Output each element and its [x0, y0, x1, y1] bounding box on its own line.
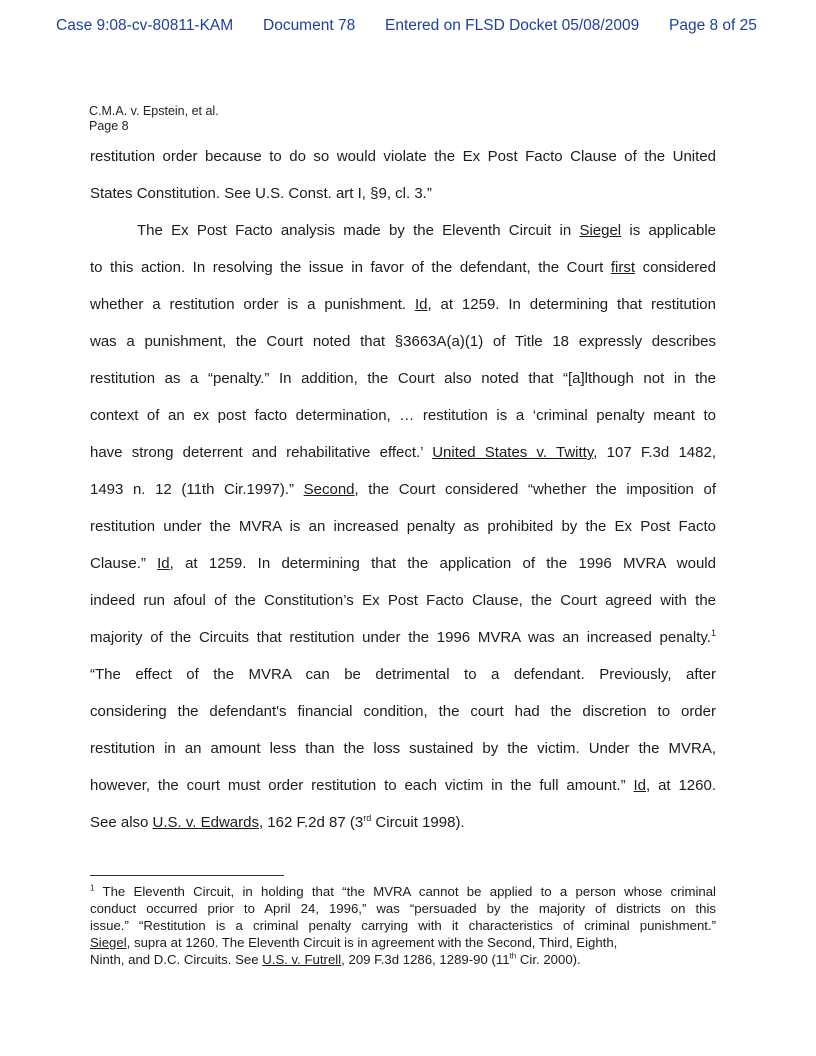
footnote-line: $^1$ The Eleventh Circuit, in holding that “the MVRA cannot be applied to a person whose criminal: [90, 883, 716, 899]
footnote-divider: [90, 875, 284, 876]
body-line: restitution in an amount less than the loss sustained by the victim. Under the MVRA,: [90, 740, 716, 757]
body-line: majority of the Circuits that restitution under the 1996 MVRA was an increased penalty.$^1$: [90, 628, 716, 646]
case-citation: Id: [633, 777, 647, 794]
body-line: 1493 n. 12 (11th Cir.1997).” Second, the Court considered “whether the imposition of: [90, 481, 716, 498]
emphasis: Second: [303, 481, 355, 498]
case-caption: C.M.A. v. Epstein, et al.: [89, 104, 219, 118]
footnote-line: Siegel, supra at 1260. The Eleventh Circuit is in agreement with the Second, Third, Eighth,: [90, 935, 618, 950]
case-citation: Id: [157, 555, 170, 572]
body-line: whether a restitution order is a punishment. Id, at 1259. In determining that restitution: [90, 296, 716, 313]
body-line: restitution order because to do so would violate the Ex Post Facto Clause of the United: [90, 148, 716, 165]
body-line: however, the court must order restitution to each victim in the full amount.” Id, at 1260.: [90, 777, 716, 794]
case-citation: United States v. Twitty: [432, 444, 594, 461]
case-citation: Id: [414, 296, 428, 313]
body-line: considering the defendant's financial condition, the court had the discretion to order: [90, 703, 716, 720]
footnote-line: Ninth, and D.C. Circuits. See U.S. v. Futrell, 209 F.3d 1286, 1289-90 (11th Cir. 2000).: [90, 951, 581, 967]
case-citation: U.S. v. Edwards: [152, 814, 259, 831]
footnote-line: conduct occurred prior to April 24, 1996,” was “persuaded by the majority of districts on this: [90, 901, 716, 916]
footnote-marker: 1: [90, 883, 95, 893]
body-line: Clause.” Id, at 1259. In determining that the application of the 1996 MVRA would: [90, 555, 716, 572]
page-count: Page 8 of 25: [669, 17, 757, 34]
body-line: The Ex Post Facto analysis made by the Eleventh Circuit in Siegel is applicable: [137, 222, 716, 239]
body-line: “The effect of the MVRA can be detrimental to a defendant. Previously, after: [90, 666, 716, 683]
case-citation: U.S. v. Futrell: [262, 952, 342, 967]
case-number: Case 9:08-cv-80811-KAM: [56, 17, 234, 34]
footnote-line: issue.” “Restitution is a criminal penalty carrying with it characteristics of criminal punishment.”: [90, 918, 716, 933]
body-line: have strong deterrent and rehabilitative effect.’ United States v. Twitty, 107 F.3d 1482,: [90, 444, 716, 461]
body-line: indeed run afoul of the Constitution’s Ex Post Facto Clause, the Court agreed with the: [90, 592, 716, 609]
case-citation: Siegel: [579, 222, 622, 239]
body-line: was a punishment, the Court noted that §3663A(a)(1) of Title 18 expressly describes: [90, 333, 716, 350]
document-number: Document 78: [263, 17, 356, 34]
emphasis: first: [610, 259, 636, 276]
body-line: restitution as a “penalty.” In addition, the Court also noted that “[a]lthough not in the: [90, 370, 716, 387]
body-line: to this action. In resolving the issue in favor of the defendant, the Court first considered: [90, 259, 716, 276]
footnote-reference: 1: [710, 628, 716, 638]
body-line: See also U.S. v. Edwards, 162 F.2d 87 (3rd Circuit 1998).: [90, 813, 465, 831]
body-line: restitution under the MVRA is an increased penalty as prohibited by the Ex Post Facto: [90, 518, 716, 535]
body-line: context of an ex post facto determination, … restitution is a ‘criminal penalty meant to: [90, 407, 716, 424]
page-label: Page 8: [89, 119, 129, 133]
docket-entry-date: Entered on FLSD Docket 05/08/2009: [385, 17, 640, 34]
case-citation: Siegel: [90, 935, 127, 950]
body-line: States Constitution. See U.S. Const. art I, §9, cl. 3.”: [90, 185, 432, 202]
